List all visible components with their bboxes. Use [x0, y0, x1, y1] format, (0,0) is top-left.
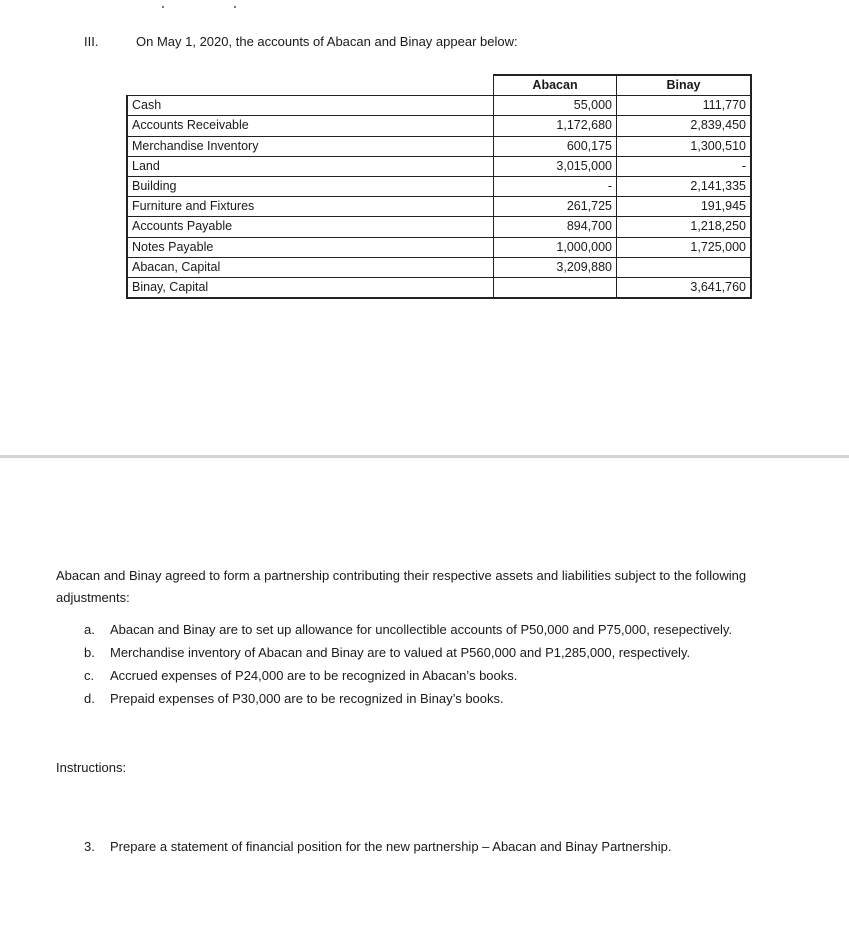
table-row [127, 116, 751, 136]
agreement-paragraph: Abacan and Binay agreed to form a partnership contributing their respective assets and liabilities subject to the following adjustments: [56, 568, 747, 605]
abacan-value: 894,700 [494, 217, 617, 237]
account-name: Cash [127, 96, 494, 116]
table-row [127, 176, 751, 196]
account-name: Notes Payable [127, 237, 494, 257]
section-number: III. [84, 34, 99, 49]
table-row [127, 257, 751, 277]
section-intro: On May 1, 2020, the accounts of Abacan and Binay appear below: [136, 34, 518, 49]
table-row [127, 156, 751, 176]
abacan-value: - [494, 176, 617, 196]
account-name: Accounts Payable [127, 217, 494, 237]
scan-mark [234, 6, 236, 8]
item-text: Prepaid expenses of P30,000 are to be recognized in Binay’s books. [110, 691, 504, 706]
binay-value: 1,300,510 [617, 136, 752, 156]
abacan-value: 1,000,000 [494, 237, 617, 257]
scan-mark [162, 6, 164, 8]
item-label: a. [84, 622, 95, 637]
item-label: 3. [84, 839, 95, 854]
binay-value: 3,641,760 [617, 277, 752, 298]
adjustments-list [84, 620, 750, 712]
account-name: Furniture and Fixtures [127, 197, 494, 217]
binay-value: 1,725,000 [617, 237, 752, 257]
abacan-value: 55,000 [494, 96, 617, 116]
table-row [127, 277, 751, 298]
abacan-value [494, 277, 617, 298]
item-label: c. [84, 668, 95, 683]
account-name: Land [127, 156, 494, 176]
instructions-list [84, 835, 750, 861]
binay-value: 191,945 [617, 197, 752, 217]
instructions-heading: Instructions: [56, 760, 127, 775]
table-row [127, 197, 751, 217]
account-name: Merchandise Inventory [127, 136, 494, 156]
table-row [127, 136, 751, 156]
account-name: Binay, Capital [127, 277, 494, 298]
binay-value [617, 257, 752, 277]
list-item [84, 689, 750, 709]
table-header-abacan: Abacan [494, 75, 617, 96]
abacan-value: 3,209,880 [494, 257, 617, 277]
table-header-account [127, 75, 494, 96]
abacan-value: 1,172,680 [494, 116, 617, 136]
list-item [84, 643, 750, 663]
abacan-value: 261,725 [494, 197, 617, 217]
item-text: Prepare a statement of financial position for the new partnership – Abacan and Binay Partnership. [110, 839, 672, 854]
account-name: Accounts Receivable [127, 116, 494, 136]
account-name: Building [127, 176, 494, 196]
table-row [127, 96, 751, 116]
item-text: Merchandise inventory of Abacan and Binay are to valued at P560,000 and P1,285,000, respectively. [110, 645, 691, 660]
table-row [127, 237, 751, 257]
binay-value: 2,839,450 [617, 116, 752, 136]
binay-value: 1,218,250 [617, 217, 752, 237]
accounts-table [126, 74, 752, 299]
abacan-value: 3,015,000 [494, 156, 617, 176]
list-item [84, 835, 750, 858]
binay-value: 111,770 [617, 96, 752, 116]
table-row [127, 217, 751, 237]
list-item [84, 666, 750, 686]
page-divider [0, 455, 849, 458]
item-text: Abacan and Binay are to set up allowance for uncollectible accounts of P50,000 and P75,000, resepectively. [110, 622, 732, 637]
abacan-value: 600,175 [494, 136, 617, 156]
table-header-row [127, 75, 751, 96]
item-label: b. [84, 645, 95, 660]
account-name: Abacan, Capital [127, 257, 494, 277]
item-text: Accrued expenses of P24,000 are to be recognized in Abacan’s books. [110, 668, 518, 683]
binay-value: 2,141,335 [617, 176, 752, 196]
binay-value: - [617, 156, 752, 176]
item-label: d. [84, 691, 95, 706]
list-item [84, 620, 750, 640]
table-header-binay: Binay [617, 75, 752, 96]
